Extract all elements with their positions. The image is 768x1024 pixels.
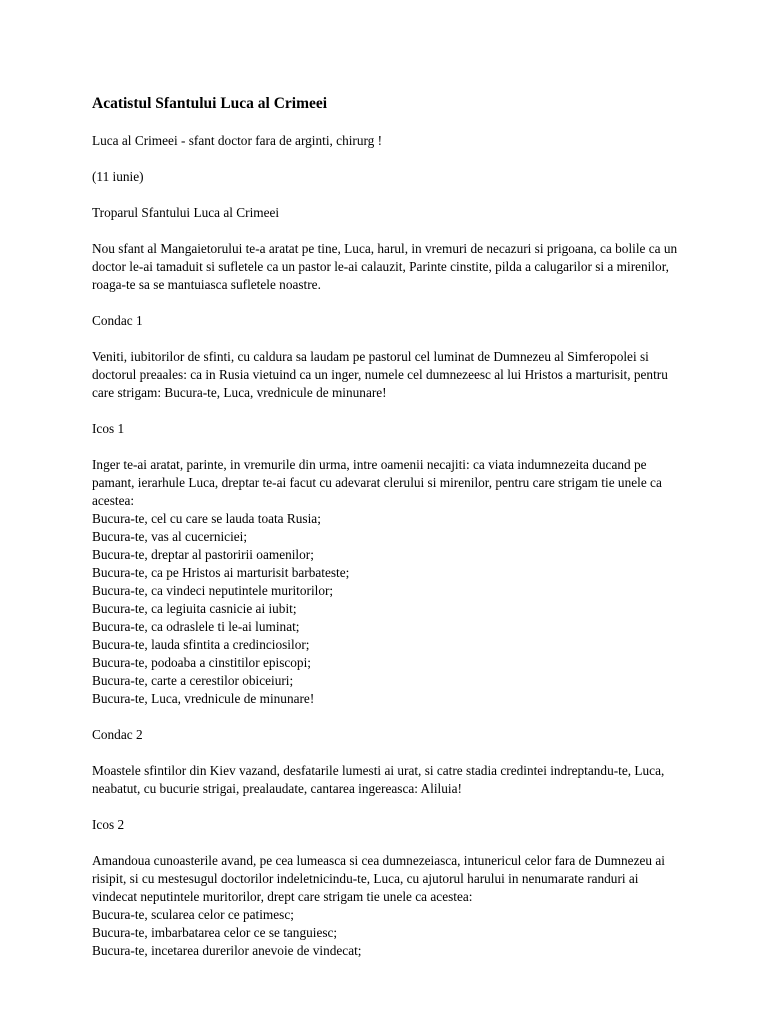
condac-1-text: Veniti, iubitorilor de sfinti, cu caldura sa laudam pe pastorul cel luminat de Dumnezeu al Simferopolei si doctorul preaales: ca in Rusia vietuind ca un inger, numele cel dumnezeesc al lui Hristos a marturisit, pentru care strigam: Bucura-te, Luca, vrednicule de minunare! [92,349,668,400]
condac-2-heading: Condac 2 [92,727,143,742]
verse-line: Bucura-te, imbarbatarea celor ce se tanguiesc; [92,925,338,940]
icos-2-heading: Icos 2 [92,817,125,832]
verse-line: Bucura-te, ca legiuita casnicie ai iubit; [92,601,297,616]
condac-2-text: Moastele sfintilor din Kiev vazand, desfatarile lumesti ai urat, si catre stadia credintei indreptandu-te, Luca, neabatut, cu bucurie strigai, prealaudate, cantarea ingereasca: Aliluia! [92,763,665,796]
document-title: Acatistul Sfantului Luca al Crimeei [92,95,328,112]
icos-1-body [92,456,682,708]
icos-2-intro: Amandoua cunoasterile avand, pe cea lumeasca si cea dumnezeiasca, intunericul celor fara de Dumnezeu ai risipit, si cu mestesugul doctorilor indeletnicindu-te, Luca, cu ajutorul harului in nenumarate randuri ai vindecat neputintele muritorilor, drept care strigam tie unele ca acestea: [92,853,665,904]
troparion-heading: Troparul Sfantului Luca al Crimeei [92,205,280,220]
subtitle: Luca al Crimeei - sfant doctor fara de arginti, chirurg ! [92,133,383,148]
verse-line: Bucura-te, podoaba a cinstitilor episcopi; [92,655,311,670]
icos-2-body [92,852,682,960]
verse-line: Bucura-te, ca vindeci neputintele muritorilor; [92,583,334,598]
feast-date: (11 iunie) [92,169,144,184]
troparion-text: Nou sfant al Mangaietorului te-a aratat pe tine, Luca, harul, in vremuri de necazuri si prigoana, ca bolile ca un doctor le-ai tamaduit si sufletele ca un pastor le-ai calauzit, Parinte cinstite, pilda a calugarilor si a mirenilor, roaga-te sa se mantuiasca sufletele noastre. [92,241,678,292]
condac-1-heading: Condac 1 [92,313,143,328]
verse-line: Bucura-te, vas al cucerniciei; [92,529,248,544]
verse-line: Bucura-te, cel cu care se lauda toata Rusia; [92,511,321,526]
verse-line: Bucura-te, incetarea durerilor anevoie de vindecat; [92,943,362,958]
verse-line: Bucura-te, scularea celor ce patimesc; [92,907,294,922]
document-page [92,94,682,960]
verse-line: Bucura-te, Luca, vrednicule de minunare! [92,691,315,706]
icos-1-heading: Icos 1 [92,421,125,436]
verse-line: Bucura-te, dreptar al pastoririi oamenilor; [92,547,314,562]
verse-line: Bucura-te, ca pe Hristos ai marturisit barbateste; [92,565,350,580]
verse-line: Bucura-te, carte a cerestilor obiceiuri; [92,673,294,688]
verse-line: Bucura-te, ca odraslele ti le-ai luminat; [92,619,300,634]
icos-1-intro: Inger te-ai aratat, parinte, in vremurile din urma, intre oamenii necajiti: ca viata indumnezeita ducand pe pamant, ierarhule Luca, dreptar te-ai facut cu adevarat clerului si mirenilor, pentru care strigam tie unele ca acestea: [92,457,662,508]
verse-line: Bucura-te, lauda sfintita a credinciosilor; [92,637,310,652]
